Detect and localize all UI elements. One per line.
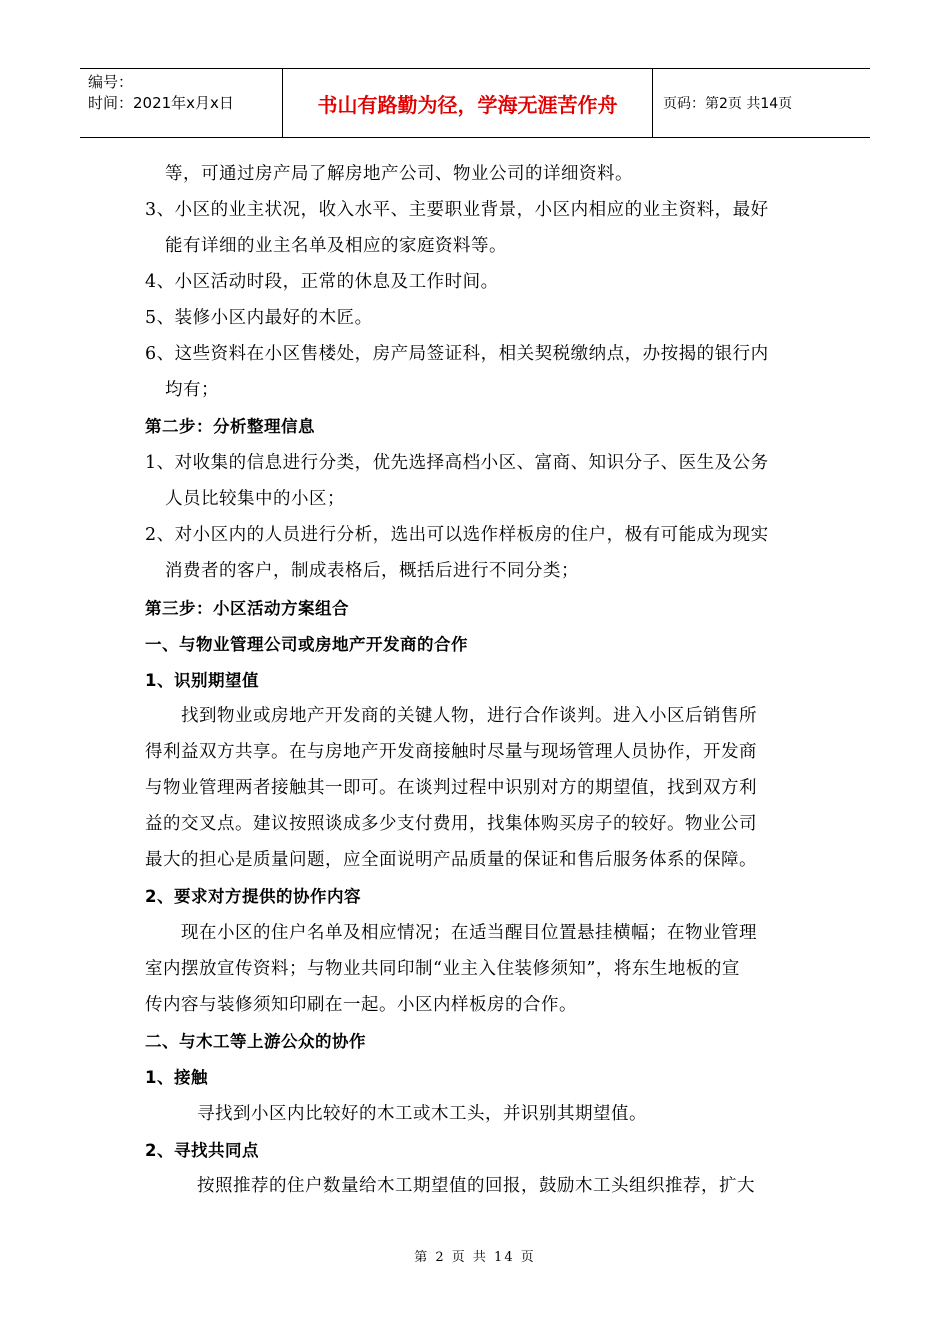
- section-heading: 第二步：分析整理信息: [145, 417, 315, 436]
- body-line: 均有；: [165, 380, 219, 400]
- paragraph-line: 传内容与装修须知印刷在一起。小区内样板房的合作。: [145, 995, 577, 1015]
- subsection-heading: 2、要求对方提供的协作内容: [145, 887, 361, 906]
- body-line: 等，可通过房产局了解房地产公司、物业公司的详细资料。: [165, 164, 633, 184]
- document-time-label: 时间：2021年x月x日: [88, 94, 234, 112]
- body-line: 能有详细的业主名单及相应的家庭资料等。: [165, 236, 507, 256]
- header-meta: [80, 69, 283, 137]
- paragraph-line: 找到物业或房地产开发商的关键人物，进行合作谈判。进入小区后销售所: [181, 706, 757, 726]
- list-item: 4、小区活动时段，正常的休息及工作时间。: [145, 272, 499, 292]
- subsection-heading: 1、识别期望值: [145, 671, 259, 690]
- list-item: 2、对小区内的人员进行分析，选出可以选作样板房的住户，极有可能成为现实: [145, 525, 769, 545]
- header-motto: 书山有路勤为径，学海无涯苦作舟: [283, 69, 653, 137]
- document-number-label: 编号：: [88, 73, 134, 91]
- paragraph-line: 寻找到小区内比较好的木工或木工头，并识别其期望值。: [197, 1104, 647, 1124]
- paragraph-line: 按照推荐的住户数量给木工期望值的回报，鼓励木工头组织推荐，扩大: [197, 1176, 755, 1196]
- body-line: 人员比较集中的小区；: [165, 489, 345, 509]
- subsection-heading: 1、接触: [145, 1068, 208, 1087]
- subsection-heading: 2、寻找共同点: [145, 1141, 259, 1160]
- list-item: 3、小区的业主状况，收入水平、主要职业背景，小区内相应的业主资料，最好: [145, 200, 769, 220]
- list-item: 6、这些资料在小区售楼处，房产局签证科，相关契税缴纳点，办按揭的银行内: [145, 344, 769, 364]
- subsection-heading: 一、与物业管理公司或房地产开发商的合作: [145, 635, 468, 654]
- subsection-heading: 二、与木工等上游公众的协作: [145, 1032, 366, 1051]
- paragraph-line: 室内摆放宣传资料；与物业共同印制“业主入住装修须知”，将东生地板的宣: [145, 959, 740, 979]
- header-page-info: 页码：第2页 共14页: [663, 96, 793, 112]
- list-item: 5、装修小区内最好的木匠。: [145, 308, 373, 328]
- paragraph-line: 益的交叉点。建议按照谈成多少支付费用，找集体购买房子的较好。物业公司: [145, 814, 757, 834]
- paragraph-line: 现在小区的住户名单及相应情况；在适当醒目位置悬挂横幅；在物业管理: [181, 923, 757, 943]
- paragraph-line: 与物业管理两者接触其一即可。在谈判过程中识别对方的期望值，找到双方利: [145, 778, 757, 798]
- paragraph-line: 最大的担心是质量问题，应全面说明产品质量的保证和售后服务体系的保障。: [145, 850, 757, 870]
- page-footer: 第 2 页 共 14 页: [414, 1250, 536, 1265]
- page-header-table: [80, 68, 870, 138]
- list-item: 1、对收集的信息进行分类，优先选择高档小区、富商、知识分子、医生及公务: [145, 453, 769, 473]
- paragraph-line: 得利益双方共享。在与房地产开发商接触时尽量与现场管理人员协作，开发商: [145, 742, 757, 762]
- section-heading: 第三步：小区活动方案组合: [145, 599, 349, 618]
- body-line: 消费者的客户，制成表格后，概括后进行不同分类；: [165, 561, 579, 581]
